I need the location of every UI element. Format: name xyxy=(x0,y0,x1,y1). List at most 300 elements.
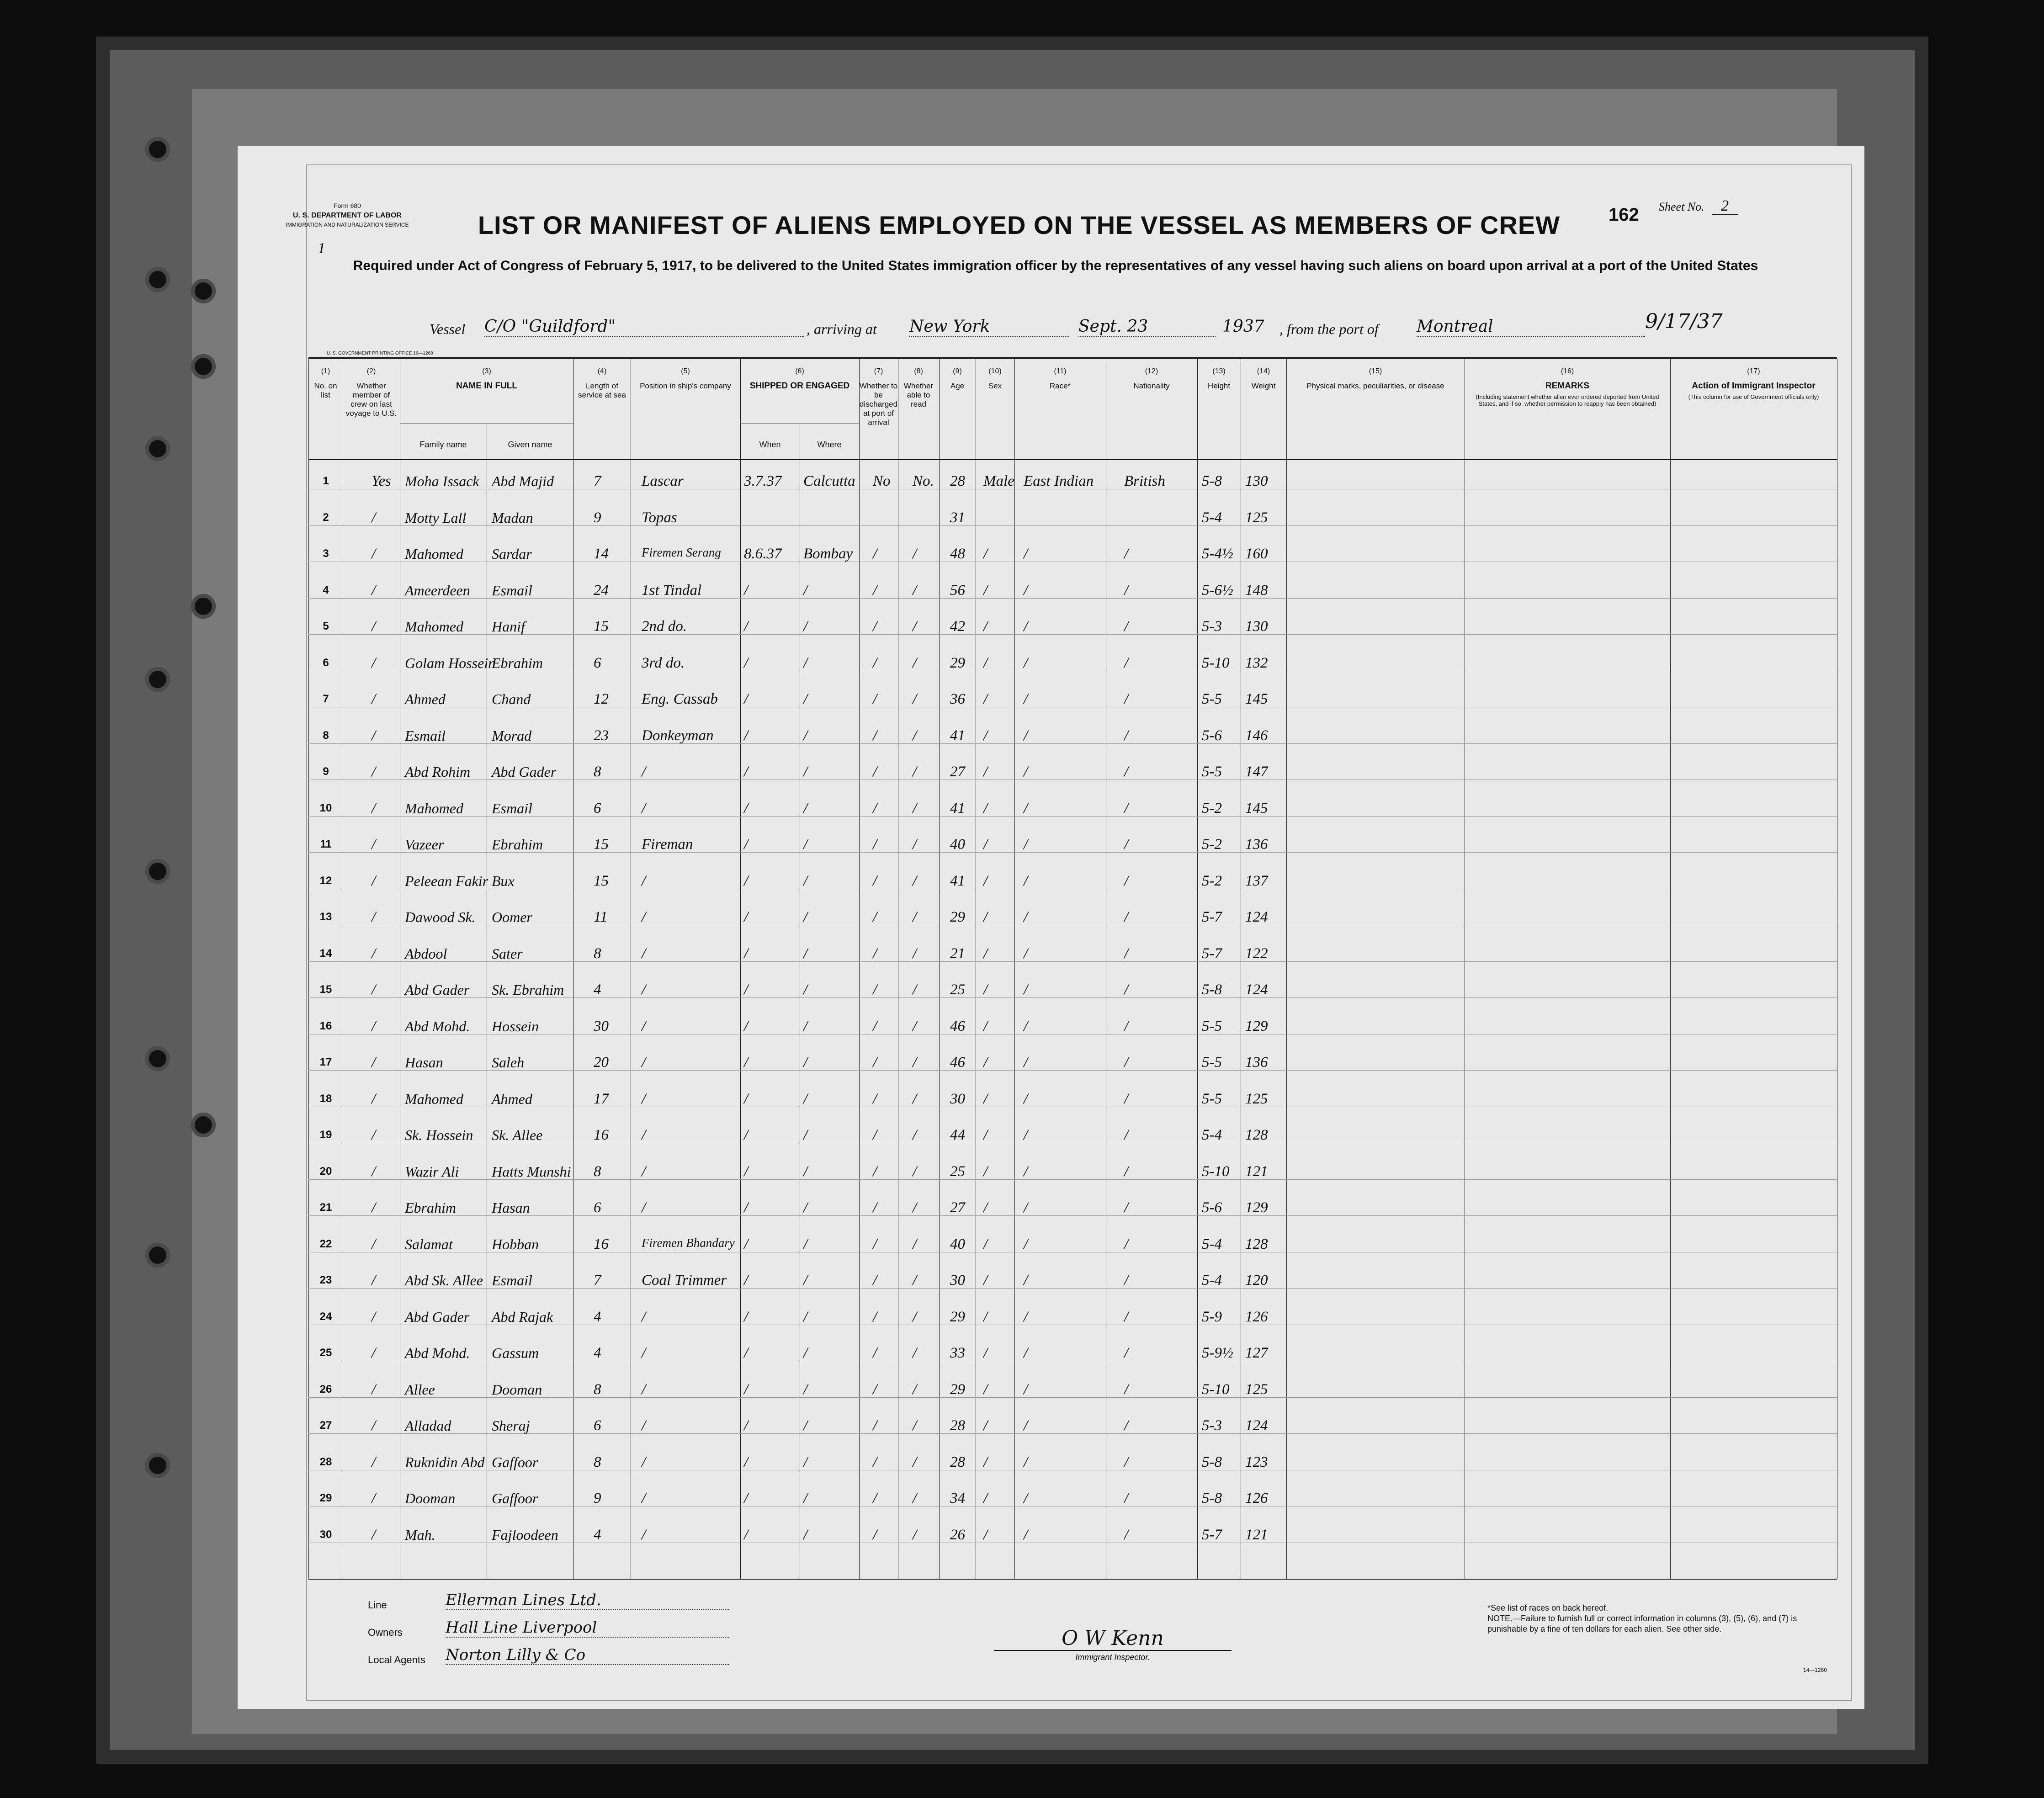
column-divider xyxy=(740,359,741,1579)
cell-when: / xyxy=(744,872,749,889)
column-number: (1) xyxy=(321,367,330,375)
cell-weight: 126 xyxy=(1245,1308,1268,1325)
cell-given: Chand xyxy=(492,691,531,707)
cell-age: 29 xyxy=(950,1308,965,1325)
cell-family: Dooman xyxy=(405,1490,456,1506)
cell-crew: / xyxy=(372,1453,376,1470)
cell-age: 46 xyxy=(950,1018,965,1034)
cell-family: Alladad xyxy=(405,1417,451,1434)
cell-where: / xyxy=(803,618,808,635)
cell-sex: / xyxy=(983,1308,988,1325)
cell-crew: / xyxy=(372,1526,376,1543)
row-number: 9 xyxy=(323,765,329,778)
cell-where: / xyxy=(803,1308,808,1325)
column-header xyxy=(573,359,631,459)
cell-when: / xyxy=(744,1308,749,1325)
form-number: Form 680 xyxy=(334,202,361,209)
cell-where: / xyxy=(803,582,808,599)
cell-position: / xyxy=(642,1453,646,1470)
cell-nationality: / xyxy=(1124,727,1129,744)
inspector-caption: Immigrant Inspector. xyxy=(1075,1653,1150,1662)
cell-age: 30 xyxy=(950,1272,965,1289)
cell-age: 25 xyxy=(950,1163,965,1180)
cell-family: Abd Mohd. xyxy=(405,1018,470,1034)
cell-read: / xyxy=(913,836,917,853)
cell-given: Fajloodeen xyxy=(492,1526,558,1543)
cell-sex: / xyxy=(983,1490,988,1506)
cell-service: 11 xyxy=(594,909,608,925)
cell-given: Esmail xyxy=(492,800,532,817)
cell-crew: / xyxy=(372,800,376,817)
cell-height: 5-7 xyxy=(1202,945,1222,962)
cell-where: / xyxy=(803,1163,808,1180)
cell-height: 5-3 xyxy=(1202,1417,1222,1434)
column-header xyxy=(1106,359,1197,459)
binder-hole xyxy=(191,594,216,619)
row-number: 14 xyxy=(319,947,332,960)
row-divider xyxy=(308,634,1837,635)
cell-race: / xyxy=(1024,1526,1028,1543)
cell-position: / xyxy=(642,1345,646,1361)
vessel-name: C/O "Guildford" xyxy=(484,317,804,337)
cell-given: Gaffoor xyxy=(492,1453,538,1470)
cell-family: Ameerdeen xyxy=(405,582,470,599)
cell-read: / xyxy=(913,1490,917,1506)
gov-printing-office: U. S. GOVERNMENT PRINTING OFFICE 16—1260 xyxy=(327,351,433,356)
cell-race: / xyxy=(1024,654,1028,671)
cell-discharged: / xyxy=(873,1417,877,1434)
cell-where: / xyxy=(803,1453,808,1470)
header-divider xyxy=(308,459,1837,460)
row-number: 28 xyxy=(319,1455,332,1468)
cell-discharged: / xyxy=(873,691,877,707)
stamp-number: 162 xyxy=(1609,205,1639,225)
cell-family: Dawood Sk. xyxy=(405,909,476,925)
cell-read: / xyxy=(913,582,917,599)
column-label: Whether member of crew on last voyage to U.S. xyxy=(345,382,397,418)
cell-position: Donkeyman xyxy=(642,727,714,744)
cell-nationality: / xyxy=(1124,1453,1129,1470)
cell-service: 4 xyxy=(594,981,601,998)
row-number: 20 xyxy=(319,1165,332,1177)
cell-when: / xyxy=(744,945,749,962)
column-number: (5) xyxy=(681,367,690,375)
cell-family: Vazeer xyxy=(405,836,444,853)
cell-where: / xyxy=(803,1018,808,1034)
cell-age: 44 xyxy=(950,1127,965,1143)
cell-age: 29 xyxy=(950,1381,965,1398)
cell-race: / xyxy=(1024,1490,1028,1506)
cell-read: / xyxy=(913,1272,917,1289)
from-port-label: , from the port of xyxy=(1279,321,1379,337)
service-name: IMMIGRATION AND NATURALIZATION SERVICE xyxy=(286,222,409,228)
departure-port: Montreal xyxy=(1417,317,1645,337)
column-number: (3) xyxy=(482,367,491,375)
line-label: Line xyxy=(368,1599,387,1611)
manifest-footer xyxy=(308,1581,1837,1686)
cell-where: / xyxy=(803,1490,808,1506)
cell-height: 5-6 xyxy=(1202,1199,1222,1216)
cell-height: 5-5 xyxy=(1202,691,1222,707)
cell-position: / xyxy=(642,909,646,925)
cell-discharged: / xyxy=(873,618,877,635)
column-number: (12) xyxy=(1145,367,1158,375)
cell-discharged: / xyxy=(873,1236,877,1252)
cell-race: / xyxy=(1024,1018,1028,1034)
cell-where: / xyxy=(803,909,808,925)
cell-age: 33 xyxy=(950,1345,965,1361)
cell-weight: 125 xyxy=(1245,509,1268,526)
cell-height: 5-2 xyxy=(1202,800,1222,817)
cell-discharged: / xyxy=(873,1163,877,1180)
inspector-signature: O W Kenn xyxy=(994,1627,1232,1651)
cell-position: / xyxy=(642,945,646,962)
column-number: (2) xyxy=(366,367,376,375)
cell-race: / xyxy=(1024,1163,1028,1180)
arrival-year: 1937 xyxy=(1222,317,1264,336)
cell-race: / xyxy=(1024,1417,1028,1434)
cell-weight: 123 xyxy=(1245,1453,1268,1470)
cell-given: Gaffoor xyxy=(492,1490,538,1506)
vessel-label: Vessel xyxy=(430,321,466,337)
cell-height: 5-4½ xyxy=(1202,546,1233,562)
cell-age: 48 xyxy=(950,546,965,562)
cell-crew: / xyxy=(372,691,376,707)
cell-nationality: / xyxy=(1124,582,1129,599)
binder-hole xyxy=(145,267,170,292)
cell-family: Allee xyxy=(405,1381,435,1398)
row-number: 21 xyxy=(319,1201,332,1214)
cell-age: 41 xyxy=(950,727,965,744)
cell-given: Hatts Munshi xyxy=(492,1163,571,1180)
cell-family: Ruknidin Abd xyxy=(405,1453,485,1470)
owners-label: Owners xyxy=(368,1627,403,1638)
cell-family: Mahomed xyxy=(405,618,463,635)
cell-given: Saleh xyxy=(492,1054,525,1071)
cell-sex: / xyxy=(983,836,988,853)
cell-given: Ahmed xyxy=(492,1090,532,1107)
cell-race: / xyxy=(1024,727,1028,744)
cell-where: / xyxy=(803,1526,808,1543)
cell-read: No. xyxy=(913,473,934,489)
cell-family: Abd Mohd. xyxy=(405,1345,470,1361)
column-header xyxy=(1014,359,1106,459)
cell-read: / xyxy=(913,1090,917,1107)
cell-service: 15 xyxy=(594,836,609,853)
column-label: Nationality xyxy=(1133,382,1170,390)
cell-position: / xyxy=(642,1490,646,1506)
cell-discharged: / xyxy=(873,945,877,962)
column-divider xyxy=(1286,359,1287,1579)
cell-sex: / xyxy=(983,872,988,889)
row-number: 19 xyxy=(319,1129,332,1141)
binder-hole xyxy=(191,354,216,379)
cell-discharged: / xyxy=(873,582,877,599)
cell-nationality: / xyxy=(1124,1526,1129,1543)
cell-crew: / xyxy=(372,1199,376,1216)
cell-read: / xyxy=(913,1018,917,1034)
cell-discharged: / xyxy=(873,727,877,744)
cell-weight: 121 xyxy=(1245,1526,1268,1543)
cell-age: 40 xyxy=(950,1236,965,1252)
cell-crew: / xyxy=(372,945,376,962)
cell-given: Madan xyxy=(492,509,533,526)
cell-sex: / xyxy=(983,1054,988,1071)
cell-height: 5-4 xyxy=(1202,1127,1222,1143)
cell-height: 5-2 xyxy=(1202,836,1222,853)
cell-race: / xyxy=(1024,981,1028,998)
cell-when: / xyxy=(744,1526,749,1543)
cell-weight: 145 xyxy=(1245,691,1268,707)
row-number: 6 xyxy=(323,656,329,669)
cell-read: / xyxy=(913,981,917,998)
cell-given: Hossein xyxy=(492,1018,539,1034)
column-header xyxy=(1197,359,1241,459)
column-divider xyxy=(1197,359,1198,1579)
cell-race: / xyxy=(1024,1453,1028,1470)
cell-service: 4 xyxy=(594,1345,601,1361)
cell-crew: / xyxy=(372,764,376,780)
binder-hole xyxy=(145,137,170,162)
row-number: 5 xyxy=(323,620,329,632)
cell-nationality: / xyxy=(1124,691,1129,707)
column-header xyxy=(859,359,898,459)
cell-family: Esmail xyxy=(405,727,446,744)
cell-weight: 147 xyxy=(1245,764,1268,780)
cell-sex: / xyxy=(983,727,988,744)
column-label: Whether to be discharged at port of arrival xyxy=(859,382,898,427)
cell-when: / xyxy=(744,1199,749,1216)
line-value: Ellerman Lines Ltd. xyxy=(446,1591,729,1610)
column-label: Whether able to read xyxy=(903,382,934,408)
department-name: U. S. DEPARTMENT OF LABOR xyxy=(293,212,402,219)
cell-service: 15 xyxy=(594,872,609,889)
cell-family: Mahomed xyxy=(405,800,463,817)
cell-sex: / xyxy=(983,1018,988,1034)
cell-service: 6 xyxy=(594,1417,601,1434)
cell-when: / xyxy=(744,909,749,925)
cell-read: / xyxy=(913,945,917,962)
cell-family: Abdool xyxy=(405,945,447,962)
cell-height: 5-10 xyxy=(1202,1163,1230,1180)
cell-read: / xyxy=(913,800,917,817)
column-header xyxy=(1465,359,1670,459)
binder-hole xyxy=(145,859,170,884)
cell-height: 5-9 xyxy=(1202,1308,1222,1325)
column-label: Action of Immigrant Inspector xyxy=(1692,381,1816,391)
cell-position: 3rd do. xyxy=(642,654,685,671)
cell-family: Ahmed xyxy=(405,691,446,707)
column-number: (7) xyxy=(874,367,883,375)
cell-where: Bombay xyxy=(803,546,853,562)
cell-height: 5-3 xyxy=(1202,618,1222,635)
row-number: 26 xyxy=(319,1383,332,1395)
column-divider xyxy=(573,359,574,1579)
cell-read: / xyxy=(913,546,917,562)
cell-discharged: / xyxy=(873,909,877,925)
cell-crew: / xyxy=(372,872,376,889)
cell-given: Gassum xyxy=(492,1345,539,1361)
cell-service: 4 xyxy=(594,1308,601,1325)
column-number: (9) xyxy=(953,367,962,375)
cell-sex: / xyxy=(983,1381,988,1398)
row-divider xyxy=(308,961,1837,962)
cell-race: / xyxy=(1024,1272,1028,1289)
cell-read: / xyxy=(913,1054,917,1071)
page-subtitle: Required under Act of Congress of February 5, 1917, to be delivered to the United States immigration officer by the representatives of any vessel having such aliens on board upon arrival at a port of the United States xyxy=(353,258,1758,273)
cell-service: 8 xyxy=(594,1453,601,1470)
cell-sex: / xyxy=(983,1272,988,1289)
column-header xyxy=(631,359,740,459)
cell-height: 5-6 xyxy=(1202,727,1222,744)
cell-service: 14 xyxy=(594,546,609,562)
cell-where: / xyxy=(803,764,808,780)
cell-discharged: / xyxy=(873,1490,877,1506)
cell-where: / xyxy=(803,1236,808,1252)
cell-weight: 120 xyxy=(1245,1272,1268,1289)
cell-when: / xyxy=(744,582,749,599)
arriving-label: , arriving at xyxy=(807,321,877,337)
row-divider xyxy=(308,525,1837,526)
column-number: (6) xyxy=(795,367,804,375)
row-number: 1 xyxy=(323,475,329,487)
cell-when: / xyxy=(744,1381,749,1398)
cell-sex: / xyxy=(983,1199,988,1216)
column-header xyxy=(976,359,1014,459)
column-number: (11) xyxy=(1054,367,1067,375)
cell-height: 5-8 xyxy=(1202,1490,1222,1506)
cell-age: 40 xyxy=(950,836,965,853)
page-title: LIST OR MANIFEST OF ALIENS EMPLOYED ON THE VESSEL AS MEMBERS OF CREW xyxy=(478,211,1561,239)
cell-nationality: / xyxy=(1124,1127,1129,1143)
cell-race: / xyxy=(1024,1381,1028,1398)
cell-discharged: / xyxy=(873,764,877,780)
column-label: Length of service at sea xyxy=(578,382,626,399)
cell-weight: 132 xyxy=(1245,654,1268,671)
cell-read: / xyxy=(913,727,917,744)
cell-nationality: / xyxy=(1124,909,1129,925)
cell-when: / xyxy=(744,1054,749,1071)
cell-age: 56 xyxy=(950,582,965,599)
cell-nationality: / xyxy=(1124,1345,1129,1361)
binder-hole xyxy=(145,1243,170,1268)
cell-height: 5-6½ xyxy=(1202,582,1233,599)
cell-service: 20 xyxy=(594,1054,609,1071)
cell-given: Abd Gader xyxy=(492,764,557,780)
column-label: No. on list xyxy=(314,382,337,399)
cell-when: / xyxy=(744,764,749,780)
manifest-page xyxy=(238,146,1864,1709)
cell-crew: / xyxy=(372,1236,376,1252)
column-divider xyxy=(859,359,860,1579)
cell-age: 26 xyxy=(950,1526,965,1543)
row-divider xyxy=(308,1215,1837,1216)
cell-discharged: / xyxy=(873,1127,877,1143)
cell-when: / xyxy=(744,981,749,998)
cell-race: / xyxy=(1024,1127,1028,1143)
cell-position: / xyxy=(642,1127,646,1143)
cell-nationality: / xyxy=(1124,654,1129,671)
cell-where: / xyxy=(803,945,808,962)
column-label: Sex xyxy=(988,382,1002,390)
cell-discharged: / xyxy=(873,1381,877,1398)
cell-read: / xyxy=(913,1127,917,1143)
cell-when: 8.6.37 xyxy=(744,546,782,562)
column-label: Age xyxy=(950,382,965,390)
cell-service: 24 xyxy=(594,582,609,599)
cell-when: / xyxy=(744,836,749,853)
row-divider xyxy=(308,816,1837,817)
cell-position: 1st Tindal xyxy=(642,582,702,599)
row-number: 2 xyxy=(323,511,329,524)
cell-position: / xyxy=(642,1526,646,1543)
column-header xyxy=(308,359,343,459)
cell-where: / xyxy=(803,1090,808,1107)
column-note: (Including statement whether alien ever ordered deported from United States, and if so, whether permission to reapply has been obtained) xyxy=(1476,393,1659,407)
cell-discharged: / xyxy=(873,654,877,671)
cell-weight: 137 xyxy=(1245,872,1268,889)
cell-height: 5-8 xyxy=(1202,1453,1222,1470)
row-divider xyxy=(308,1288,1837,1289)
cell-age: 34 xyxy=(950,1490,965,1506)
cell-given: Abd Majid xyxy=(492,473,554,489)
local-agents-value: Norton Lilly & Co xyxy=(446,1646,729,1665)
cell-where: / xyxy=(803,654,808,671)
row-number: 4 xyxy=(323,583,329,596)
cell-sex: / xyxy=(983,981,988,998)
local-agents-label: Local Agents xyxy=(368,1654,425,1665)
cell-position: / xyxy=(642,1199,646,1216)
cell-sex: / xyxy=(983,1453,988,1470)
cell-service: 7 xyxy=(594,1272,601,1289)
cell-race: East Indian xyxy=(1024,473,1094,489)
cell-weight: 130 xyxy=(1245,618,1268,635)
cell-family: Sk. Hossein xyxy=(405,1127,473,1143)
cell-age: 25 xyxy=(950,981,965,998)
row-number: 23 xyxy=(319,1274,332,1286)
cell-nationality: / xyxy=(1124,1308,1129,1325)
cell-height: 5-4 xyxy=(1202,1236,1222,1252)
cell-weight: 148 xyxy=(1245,582,1268,599)
cell-when: / xyxy=(744,1345,749,1361)
binder-hole xyxy=(145,667,170,692)
cell-crew: / xyxy=(372,1018,376,1034)
cell-age: 41 xyxy=(950,872,965,889)
races-note: *See list of races on back hereof. xyxy=(1487,1603,1609,1612)
cell-family: Ebrahim xyxy=(405,1199,456,1216)
cell-position: Eng. Cassab xyxy=(642,691,718,707)
row-number: 25 xyxy=(319,1347,332,1359)
cell-weight: 128 xyxy=(1245,1236,1268,1252)
cell-when: / xyxy=(744,618,749,635)
cell-height: 5-2 xyxy=(1202,872,1222,889)
cell-when: 3.7.37 xyxy=(744,473,782,489)
cell-given: Sk. Ebrahim xyxy=(492,981,564,998)
sheet-number-value: 2 xyxy=(1712,197,1738,215)
cell-nationality: / xyxy=(1124,836,1129,853)
cell-race: / xyxy=(1024,909,1028,925)
cell-service: 8 xyxy=(594,945,601,962)
cell-sex: / xyxy=(983,1526,988,1543)
cell-weight: 129 xyxy=(1245,1199,1268,1216)
column-label: SHIPPED OR ENGAGED xyxy=(749,381,850,391)
cell-crew: / xyxy=(372,582,376,599)
cell-race: / xyxy=(1024,1308,1028,1325)
cell-given: Bux xyxy=(492,872,515,889)
penalty-note: NOTE.—Failure to furnish full or correct information in columns (3), (5), (6), and (7) is punishable by a fine of ten dollars for each alien. See other side. xyxy=(1487,1614,1797,1634)
cell-family: Abd Gader xyxy=(405,981,470,998)
cell-age: 41 xyxy=(950,800,965,817)
